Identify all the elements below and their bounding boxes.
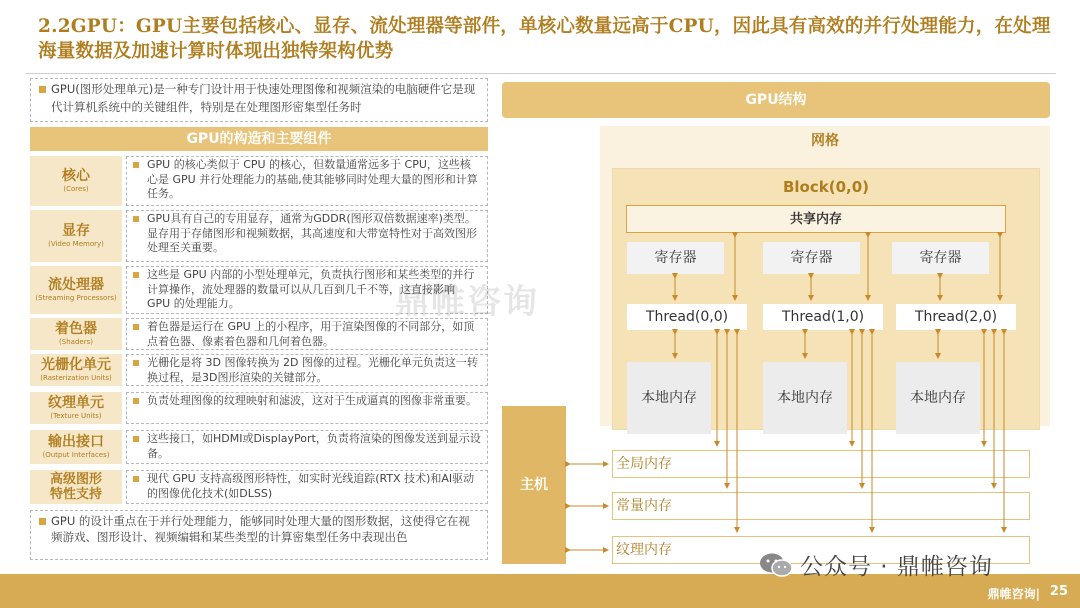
diagram-heading: GPU结构 bbox=[502, 82, 1050, 118]
component-desc-text: 负责处理图像的纹理映射和滤波，这对于生成逼真的图像非常重要。 bbox=[147, 394, 477, 407]
global-memory: 全局内存 bbox=[612, 450, 1030, 478]
register-box: 寄存器 bbox=[763, 242, 860, 274]
component-name: 光栅化单元 bbox=[41, 357, 111, 373]
component-desc-text: 这些接口，如HDMI或DisplayPort，负责将渲染的图像发送到显示设备。 bbox=[147, 432, 481, 460]
host-box: 主机 bbox=[502, 406, 566, 564]
shared-memory: 共享内存 bbox=[626, 205, 1006, 233]
summary-text: GPU 的设计重点在于并行处理能力，能够同时处理大量的图形数据，这使得它在视频游戏、图形设计、视频编辑和某些类型的计算密集型任务中表现出色 bbox=[51, 514, 470, 544]
component-en: (Texture Units) bbox=[50, 412, 102, 420]
component-desc-text: 这些是 GPU 内部的小型处理单元，负责执行图形和某些类型的并行计算操作，流处理器的数量可以从几百到几千不等，这直接影响 GPU 的处理能力。 bbox=[147, 268, 475, 310]
component-name: 核心 bbox=[62, 168, 90, 184]
component-en: (Video Memory) bbox=[48, 240, 104, 248]
intro-text: GPU(图形处理单元)是一种专门设计用于快速处理图像和视频渲染的电脑硬件它是现代计算机系统中的关键组件，特别是在处理图形密集型任务时 bbox=[51, 82, 476, 114]
local-memory-box: 本地内存 bbox=[627, 362, 711, 434]
component-desc-text: 光栅化是将 3D 图像转换为 2D 图像的过程。光栅化单元负责这一转换过程，是3D图形渲染的关键部分。 bbox=[147, 356, 478, 384]
component-en: (Cores) bbox=[63, 185, 89, 193]
constant-memory: 常量内存 bbox=[612, 492, 1030, 520]
component-name: 输出接口 bbox=[48, 434, 104, 450]
thread-box: Thread(1,0) bbox=[763, 304, 883, 330]
local-memory-box: 本地内存 bbox=[763, 362, 847, 434]
local-memory-box: 本地内存 bbox=[896, 362, 980, 434]
wechat-badge bbox=[758, 548, 993, 581]
thread-box: Thread(2,0) bbox=[896, 304, 1016, 330]
component-desc-text: GPU 的核心类似于 CPU 的核心，但数量通常远多于 CPU，这些核心是 GPU 并行处理能力的基础,使其能够同时处理大量的图形和计算任务。 bbox=[147, 158, 478, 200]
component-name: 显存 bbox=[62, 223, 90, 239]
component-en: (Output Interfaces) bbox=[42, 451, 110, 459]
wechat-text: 公众号 · 鼎帷咨询 bbox=[800, 554, 993, 580]
wechat-icon bbox=[758, 552, 794, 578]
component-desc-text: 现代 GPU 支持高级图形特性，如实时光线追踪(RTX 技术)和AI驱动的图像优化技术(如DLSS) bbox=[147, 472, 475, 500]
component-en: (Rasterization Units) bbox=[40, 374, 112, 382]
block-label: Block(0,0) bbox=[782, 178, 870, 196]
section-heading: GPU的构造和主要组件 bbox=[30, 127, 488, 151]
component-desc-text: GPU具有自己的专用显存，通常为GDDR(图形双倍数据速率)类型。显存用于存储图形和视频数据，其高速度和大带宽特性对于高效图形处理至关重要。 bbox=[147, 212, 477, 254]
watermark: 鼎帷咨询 bbox=[395, 282, 539, 322]
footer-brand: 鼎帷咨询| bbox=[987, 587, 1040, 601]
component-en: (Streaming Processors) bbox=[35, 294, 117, 302]
component-en: (Shaders) bbox=[59, 338, 93, 346]
component-name: 高级图形特性支持 bbox=[49, 472, 102, 502]
component-name: 流处理器 bbox=[48, 277, 104, 293]
grid-label: 网格 bbox=[811, 133, 839, 149]
register-box: 寄存器 bbox=[892, 242, 989, 274]
component-desc-text: 着色器是运行在 GPU 上的小程序，用于渲染图像的不同部分，如顶点着色器、像素着色器和几何着色器。 bbox=[147, 320, 475, 348]
page-title: 2.2GPU：GPU主要包括核心、显存、流处理器等部件，单核心数量远高于CPU，因此具有高效的并行处理能力，在处理海量数据及加速计算时体现出独特架构优势 bbox=[38, 16, 1051, 62]
page-number: 25 bbox=[1049, 584, 1068, 599]
thread-box: Thread(0,0) bbox=[627, 304, 747, 330]
texture-memory: 纹理内存 bbox=[612, 536, 1030, 564]
component-name: 着色器 bbox=[55, 321, 97, 337]
register-box: 寄存器 bbox=[627, 242, 724, 274]
component-name: 纹理单元 bbox=[48, 395, 104, 411]
